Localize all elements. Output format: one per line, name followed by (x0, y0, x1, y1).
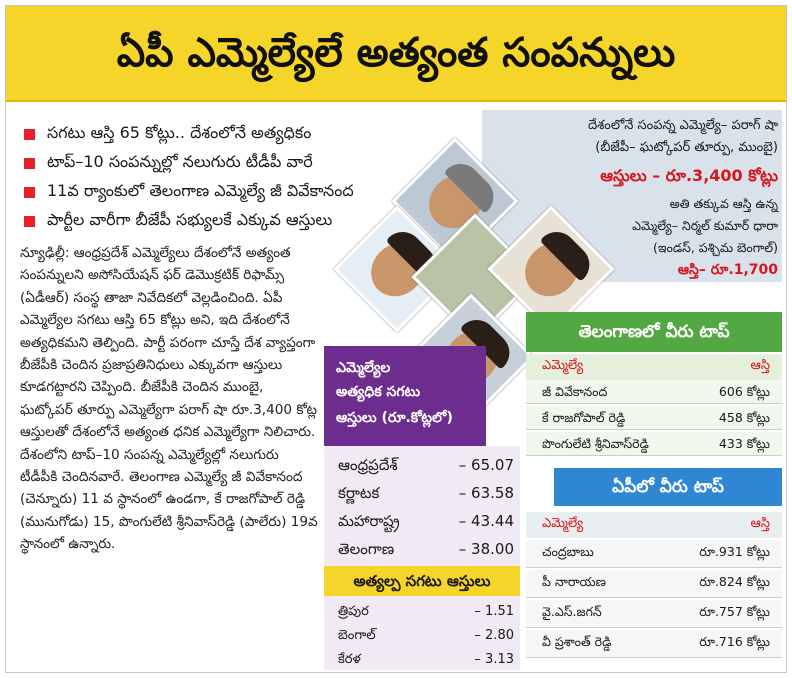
richest-mla-party: (బీజేపీ– ఘట్కోపర్ తూర్పు, ముంబై) (595, 140, 778, 155)
poorest-mla-name: ఎమ్మెల్యే– నిర్మల్ కుమార్ ధారా (632, 218, 778, 233)
lowest-assets-title: అత్యల్ప సగటు ఆస్తులు (324, 566, 520, 596)
table-row: కే రాజగోపాల్ రెడ్డి 458 కోట్లు (526, 406, 782, 430)
average-assets-table (324, 446, 520, 670)
poorest-mla-line: అతి తక్కువ ఆస్తి ఉన్న (669, 196, 778, 211)
table-row: వై.ఎస్.జగన్ రూ.757 కోట్లు (526, 600, 782, 628)
headline-banner (6, 6, 786, 102)
poorest-mla-party: (ఇండస్, పశ్చిమ బెంగాల్) (653, 240, 778, 255)
highlight-item: 11వ ర్యాంకులో తెలంగాణ ఎమ్మెల్యే జీ వివేకానంద (24, 178, 484, 207)
richest-mla-line: దేశంలోనే సంపన్న ఎమ్మెల్యే– పరాగ్ షా (587, 118, 778, 133)
table-row: చంద్రబాబు రూ.931 కోట్లు (526, 540, 782, 568)
average-assets-header: ఎమ్మెల్యేల అత్యధిక సగటు ఆస్తులు (రూ.కోట్లలో) (324, 346, 486, 446)
bullet-square-icon (24, 129, 35, 140)
highlight-item: పార్టీల వారీగా బీజేపీ సభ్యులకే ఎక్కువ ఆస్తులు (24, 207, 484, 236)
table-row: మహారాష్ట్ర – 43.44 (338, 512, 514, 530)
bullet-square-icon (24, 216, 35, 227)
table-row: ఆంధ్రప్రదేశ్ – 65.07 (338, 456, 514, 474)
table-row: పొంగులేటి శ్రీనివాస్‌రెడ్డి 433 కోట్లు (526, 432, 782, 456)
bullet-square-icon (24, 158, 35, 169)
article-body: న్యూఢిల్లీ: ఆంధ్రప్రదేశ్ ఎమ్మెల్యేలు దేశంలోనే అత్యంత సంపన్నులని అసోసియేషన్ ఫర్ డెమొక్రటిక్ రిఫామ్స్ (ఏడీఆర్) సంస్థ తాజా నివేదికలో వెల్లడించింది. ఏపీ ఎమ్మెల్యేల సగటు ఆస్తి 65 కోట్లు అని, ఇది దేశంలోనే అత్యధికమని తెల్పింది. పార్టీ పరంగా చూస్తే దేశ వ్యాప్తంగా బీజేపీకి చెందిన ప్రజాప్రతినిధులు ఎక్కువగా ఆస్తులు కూడగట్టారని చెప్పింది. బీజేపీకి చెందిన ముంబై, ఘట్కోపర్ తూర్పు ఎమ్మెల్యేగా పరాగ్ షా రూ.3,400 కోట్ల ఆస్తులతో దేశంలోనే అత్యంత ధనిక ఎమ్మెల్యేగా నిలిచారు. దేశంలోని టాప్–10 సంపన్న ఎమ్మెల్యేల్లో నలుగురు టీడీపీకి చెందినవారే. తెలంగాణ ఎమ్మెల్యే జీ వివేకానంద (చెన్నూరు) 11 వ స్థానంలో ఉండగా, కే రాజగోపాల్ రెడ్డి (మునుగోడు) 15, పొంగులేటి శ్రీనివాస్‌రెడ్డి (పాలేరు) 19వ స్థానంలో ఉన్నారు. (20, 245, 318, 553)
table-row: జీ వివేకానంద 606 కోట్లు (526, 380, 782, 404)
ap-top-title: ఏపీలో వీరు టాప్ (554, 468, 782, 506)
table-row: తెలంగాణ – 38.00 (338, 540, 514, 558)
highlight-item: సగటు ఆస్తి 65 కోట్లు.. దేశంలోనే అత్యధికం (24, 120, 484, 149)
table-row: త్రిపుర – 1.51 (338, 604, 514, 619)
headline: ఏపీ ఎమ్మెల్యేలే అత్యంత సంపన్నులు (116, 30, 676, 76)
richest-mla-assets: ఆస్తులు – రూ.3,400 కోట్లు (600, 166, 778, 185)
telangana-table-header: ఎమ్మెల్యే ఆస్తి (526, 354, 782, 380)
ap-table-header: ఎమ్మెల్యే ఆస్తి (526, 512, 782, 538)
table-row: కేరళ – 3.13 (338, 652, 514, 667)
poorest-mla-assets: ఆస్తి– రూ.1,700 (677, 262, 778, 278)
telangana-top-title: తెలంగాణలో వీరు టాప్ (526, 312, 782, 352)
table-row: కర్ణాటక – 63.58 (338, 484, 514, 502)
table-row: బెంగాల్ – 2.80 (338, 628, 514, 643)
highlight-item: టాప్–10 సంపన్నుల్లో నలుగురు టీడీపీ వారే (24, 149, 484, 178)
table-row: పీ నారాయణ రూ.824 కోట్లు (526, 570, 782, 598)
bullet-square-icon (24, 187, 35, 198)
table-row: వీ ప్రశాంత్ రెడ్డి రూ.716 కోట్లు (526, 630, 782, 658)
newspaper-clipping (5, 5, 787, 673)
